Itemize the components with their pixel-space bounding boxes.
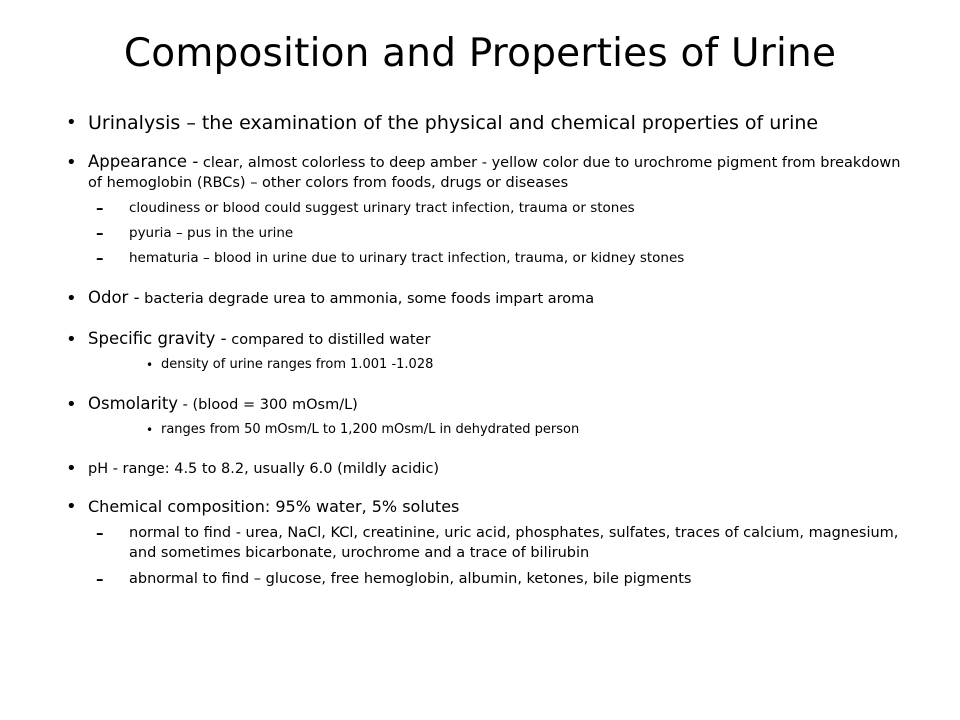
bullet-icon: • [66,288,77,309]
bullet-icon: • [66,112,77,133]
bullet-specific-gravity [66,329,916,350]
odor-text: bacteria degrade urea to ammonia, some foods impart aroma [144,291,595,307]
slide-title: Composition and Properties of Urine [123,31,837,76]
bullet-odor [66,288,916,309]
bullet-icon: • [66,394,77,415]
bullet-icon: • [66,496,77,517]
chemical-sub-text: normal to find - urea, NaCl, KCl, creatinine, uric acid, phosphates, sulfates, traces of calcium, magnesium, and sometimes bicarbonate, urochrome and a trace of bilirubin [129,525,899,561]
specific-gravity-label: Specific gravity - [88,329,227,348]
dash-icon: – [96,199,104,217]
slide-content [66,108,916,589]
odor-label: Odor - [88,288,140,307]
dash-icon: – [96,570,104,588]
specific-gravity-sub-text: density of urine ranges from 1.001 -1.028 [161,357,434,372]
bullet-ph [66,459,916,479]
dash-icon: – [96,524,104,542]
dash-icon: – [96,224,104,242]
specific-gravity-sub [66,356,916,374]
bullet-icon: • [66,458,77,479]
bullet-icon: • [146,358,154,372]
bullet-icon: • [146,423,154,437]
bullet-chemical [66,497,916,517]
appearance-sub-3 [66,249,916,268]
chemical-sub-1 [66,523,916,563]
ph-text: pH - range: 4.5 to 8.2, usually 6.0 (mildly acidic) [88,461,440,477]
chemical-sub-2 [66,569,916,589]
urinalysis-text: Urinalysis – the examination of the physical and chemical properties of urine [88,112,819,134]
osmolarity-sub [66,421,916,439]
appearance-label: Appearance - [88,152,199,171]
appearance-text: clear, almost colorless to deep amber - yellow color due to urochrome pigment from breakdown of hemoglobin (RBCs) – other colors from foods, drugs or diseases [88,155,901,191]
bullet-icon: • [66,329,77,350]
appearance-sub-text: hematuria – blood in urine due to urinary tract infection, trauma, or kidney stones [129,250,685,266]
dash-icon: – [96,249,104,267]
osmolarity-sub-text: ranges from 50 mOsm/L to 1,200 mOsm/L in dehydrated person [161,422,580,437]
osmolarity-label: Osmolarity [88,394,179,413]
chemical-label: Chemical composition: 95% water, 5% solutes [88,497,460,516]
bullet-osmolarity [66,394,916,415]
appearance-sub-1 [66,199,916,218]
appearance-sub-2 [66,224,916,243]
appearance-sub-text: cloudiness or blood could suggest urinary tract infection, trauma or stones [129,200,635,216]
bullet-icon: • [66,152,77,173]
bullet-appearance [66,152,916,193]
appearance-sub-text: pyuria – pus in the urine [129,225,294,241]
osmolarity-text: - (blood = 300 mOsm/L) [182,397,358,413]
chemical-sub-text: abnormal to find – glucose, free hemoglobin, albumin, ketones, bile pigments [129,571,692,587]
specific-gravity-text: compared to distilled water [231,332,431,348]
bullet-urinalysis [66,112,916,134]
